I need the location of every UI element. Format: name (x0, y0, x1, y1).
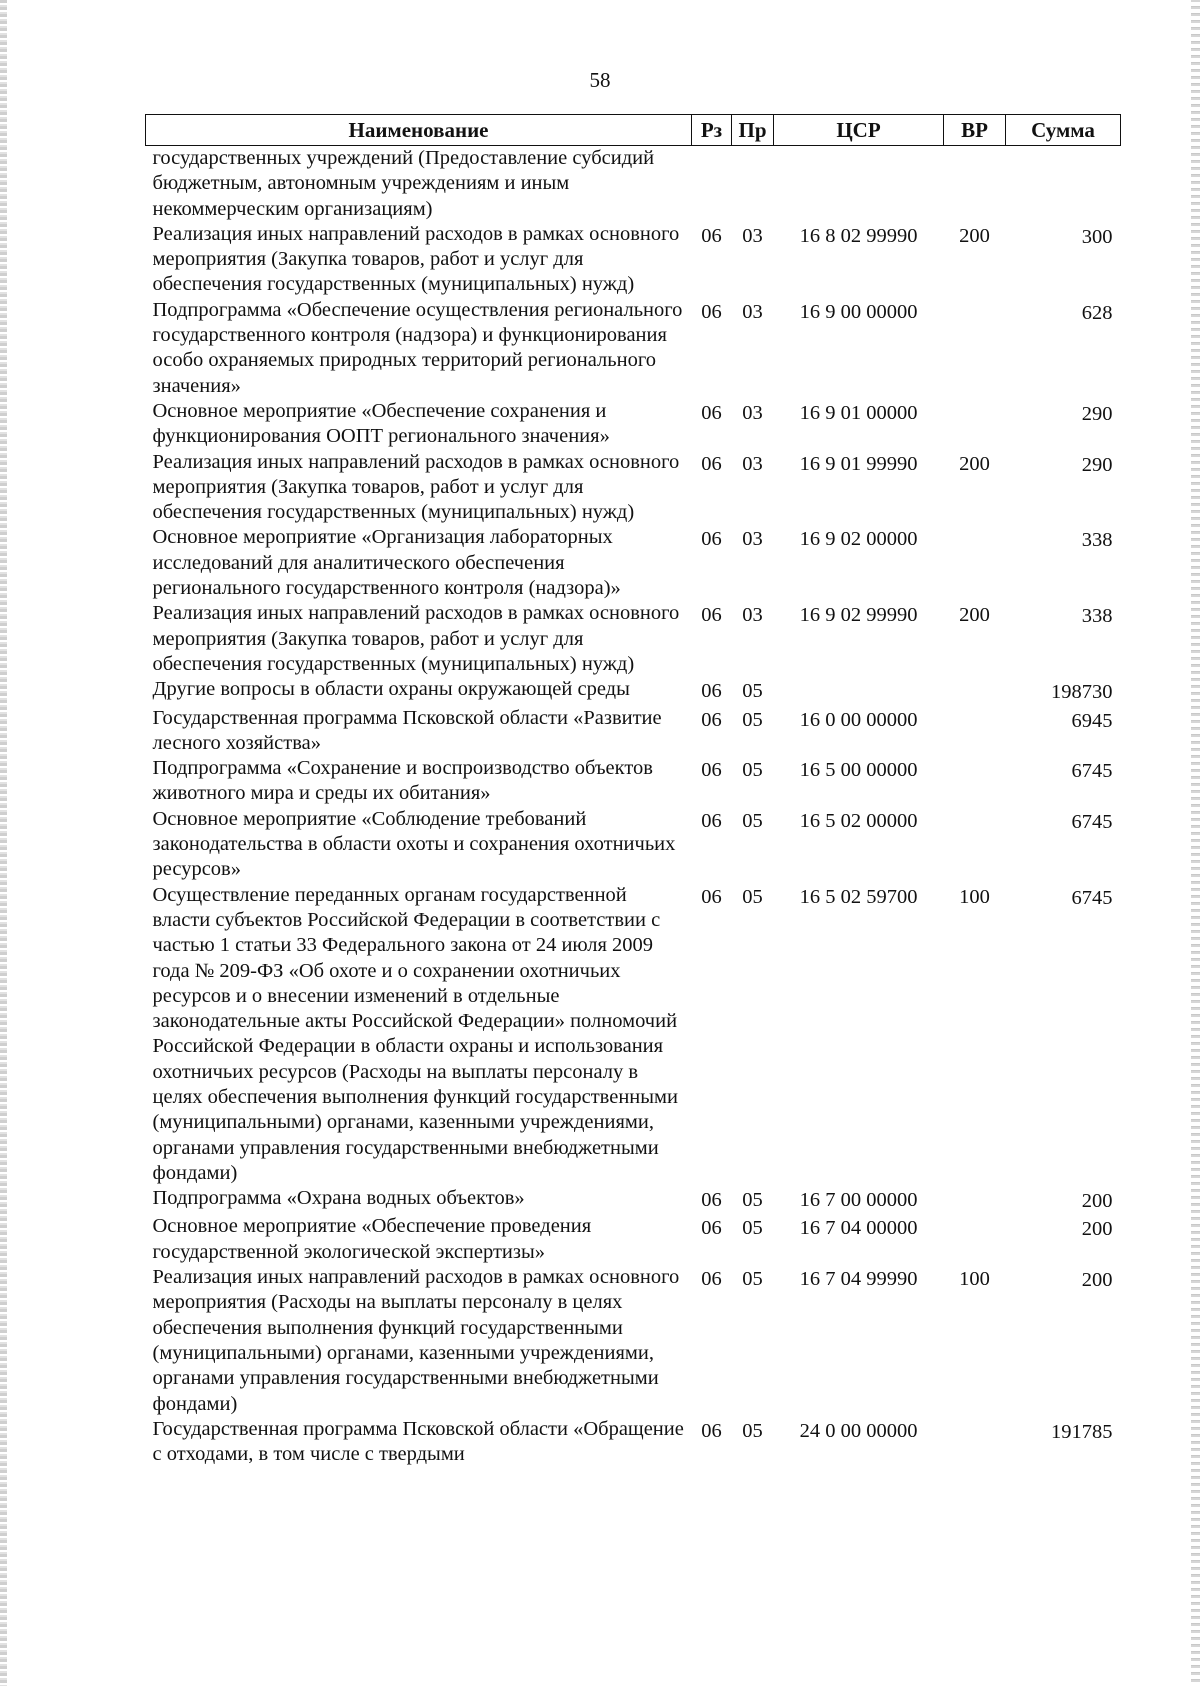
rz-cell: 06 (701, 759, 722, 782)
table-row (146, 525, 1121, 601)
table-row (146, 222, 1121, 298)
table-row (146, 1417, 1121, 1468)
vr-cell (944, 807, 1006, 883)
table-row (146, 807, 1121, 883)
table-header-row (146, 115, 1121, 146)
rz-cell: 06 (701, 452, 722, 475)
name-cell: государственных учреждений (Предоставление субсидий бюджетным, автономным учреждениям и иным некоммерческим организациям) (152, 147, 655, 220)
csr-cell: 16 9 02 00000 (799, 528, 918, 551)
page-number: 58 (589, 68, 611, 92)
header-vr: ВР (944, 115, 1006, 146)
rz-cell: 06 (701, 809, 722, 832)
sum-cell: 338 (1081, 529, 1113, 552)
budget-table (145, 114, 1121, 1467)
name-cell: Основное мероприятие «Обеспечение сохранения и функционирования ООПТ регионального значения» (152, 399, 610, 448)
sum-cell: 198730 (1051, 681, 1113, 704)
rz-cell: 06 (701, 1189, 722, 1212)
sum-cell: 628 (1081, 301, 1113, 324)
table-row (146, 677, 1121, 705)
vr-cell (944, 298, 1006, 399)
rz-cell: 06 (701, 224, 722, 247)
pr-cell: 05 (742, 809, 763, 832)
rz-cell: 06 (701, 300, 722, 323)
sum-cell: 200 (1081, 1218, 1113, 1241)
vr-cell: 200 (959, 604, 990, 627)
header-pr: Пр (732, 115, 774, 146)
pr-cell: 05 (742, 1419, 763, 1442)
sum-cell: 191785 (1051, 1420, 1113, 1443)
name-cell: Основное мероприятие «Организация лабораторных исследований для аналитического обеспечения регионального государственного контроля (надзора)» (152, 526, 621, 600)
csr-cell: 16 8 02 99990 (799, 224, 918, 247)
sum-cell: 6945 (1071, 709, 1113, 732)
table-row (146, 756, 1121, 807)
table-row (146, 1186, 1121, 1214)
pr-cell: 03 (742, 401, 763, 424)
csr-cell: 16 9 02 99990 (799, 604, 918, 627)
vr-cell: 100 (959, 885, 990, 908)
rz-cell: 06 (701, 401, 722, 424)
vr-cell: 200 (959, 452, 990, 475)
name-cell: Государственная программа Псковской области «Развитие лесного хозяйства» (152, 706, 662, 754)
rz-cell: 06 (701, 528, 722, 551)
csr-cell: 16 7 00 00000 (799, 1189, 918, 1212)
vr-cell (944, 677, 1006, 705)
pr-cell: 03 (742, 604, 763, 627)
table-body (146, 146, 1121, 1468)
csr-cell: 24 0 00 00000 (799, 1419, 918, 1442)
csr-cell: 16 0 00 00000 (799, 708, 918, 731)
vr-cell (944, 706, 1006, 757)
vr-cell: 100 (959, 1268, 990, 1291)
header-name: Наименование (146, 115, 692, 146)
sum-cell: 6745 (1071, 886, 1113, 909)
name-cell: Основное мероприятие «Соблюдение требований законодательства в области охоты и сохранения охотничьих ресурсов» (152, 807, 676, 881)
name-cell: Другие вопросы в области охраны окружающей среды (152, 678, 630, 701)
table-row (146, 601, 1121, 677)
name-cell: Реализация иных направлений расходов в рамках основного мероприятия (Закупка товаров, работ и услуг для обеспечения государственных (муниципальных) нужд) (152, 602, 680, 675)
sum-cell: 338 (1081, 605, 1113, 628)
sum-cell: 290 (1081, 402, 1113, 425)
sum-cell: 300 (1081, 225, 1113, 248)
table-row (146, 146, 1121, 222)
table-row (146, 1265, 1121, 1417)
sum-cell: 200 (1081, 1190, 1113, 1213)
rz-cell: 06 (701, 680, 722, 703)
header-rz: Рз (692, 115, 732, 146)
csr-cell: 16 7 04 99990 (799, 1268, 918, 1291)
csr-cell: 16 9 01 00000 (799, 401, 918, 424)
name-cell: Подпрограмма «Обеспечение осуществления регионального государственного контроля (надзора) и функционирования особо охраняемых природных территорий регионального значения» (152, 298, 683, 397)
vr-cell (944, 146, 1006, 222)
csr-cell: 16 5 02 00000 (799, 809, 918, 832)
pr-cell (732, 146, 774, 222)
name-cell: Подпрограмма «Сохранение и воспроизводство объектов животного мира и среды их обитания» (152, 757, 653, 805)
name-cell: Осуществление переданных органам государственной власти субъектов Российской Федерации в соответствии с частью 1 статьи 33 Федерального закона от 24 июля 2009 года № 209-ФЗ «Об охоте и о сохранении охотничьих ресурсов и о внесении изменений в отдельные законодательные акты Российской Федерации» полномочий Российской Федерации в области охраны и использования охотничьих ресурсов (Расходы на выплаты персоналу в целях обеспечения выполнения функций государственными (муниципальными) органами, казенными учреждениями, органами управления государственными внебюджетными фондами) (152, 883, 678, 1184)
table-row (146, 450, 1121, 526)
vr-cell: 200 (959, 224, 990, 247)
pr-cell: 05 (742, 1217, 763, 1240)
table-row (146, 399, 1121, 450)
rz-cell: 06 (701, 1419, 722, 1442)
table-row (146, 1214, 1121, 1265)
name-cell: Реализация иных направлений расходов в рамках основного мероприятия (Закупка товаров, работ и услуг для обеспечения государственных (муниципальных) нужд) (152, 450, 680, 524)
table-row (146, 706, 1121, 757)
rz-cell: 06 (701, 604, 722, 627)
pr-cell: 05 (742, 885, 763, 908)
scan-edge-left (0, 0, 7, 1686)
table-row (146, 883, 1121, 1187)
sum-cell: 6745 (1071, 760, 1113, 783)
vr-cell (944, 399, 1006, 450)
csr-cell: 16 7 04 00000 (799, 1217, 918, 1240)
pr-cell: 05 (742, 1268, 763, 1291)
pr-cell: 05 (742, 708, 763, 731)
csr-cell: 16 9 01 99990 (799, 452, 918, 475)
pr-cell: 05 (742, 680, 763, 703)
rz-cell: 06 (701, 708, 722, 731)
rz-cell: 06 (701, 885, 722, 908)
csr-cell (774, 677, 944, 705)
sum-cell: 290 (1081, 453, 1113, 476)
csr-cell: 16 5 02 59700 (799, 885, 918, 908)
pr-cell: 03 (742, 528, 763, 551)
vr-cell (944, 525, 1006, 601)
header-csr: ЦСР (774, 115, 944, 146)
sum-cell: 200 (1081, 1269, 1113, 1292)
sum-cell (1006, 146, 1121, 222)
table-row (146, 298, 1121, 399)
vr-cell (944, 1214, 1006, 1265)
name-cell: Государственная программа Псковской области «Обращение с отходами, в том числе с твердыми (152, 1417, 684, 1466)
name-cell: Основное мероприятие «Обеспечение проведения государственной экологической экспертизы» (152, 1215, 592, 1263)
rz-cell (692, 146, 732, 222)
csr-cell: 16 9 00 00000 (799, 300, 918, 323)
pr-cell: 05 (742, 1189, 763, 1212)
name-cell: Реализация иных направлений расходов в рамках основного мероприятия (Закупка товаров, работ и услуг для обеспечения государственных (муниципальных) нужд) (152, 222, 680, 296)
name-cell: Реализация иных направлений расходов в рамках основного мероприятия (Расходы на выплаты персоналу в целях обеспечения выполнения функций государственными (муниципальными) органами, казенными учреждениями, органами управления государственными внебюджетными фондами) (152, 1266, 680, 1415)
sum-cell: 6745 (1071, 810, 1113, 833)
header-sum: Сумма (1006, 115, 1121, 146)
rz-cell: 06 (701, 1217, 722, 1240)
rz-cell: 06 (701, 1268, 722, 1291)
csr-cell: 16 5 00 00000 (799, 759, 918, 782)
csr-cell (774, 146, 944, 222)
vr-cell (944, 1186, 1006, 1214)
pr-cell: 03 (742, 224, 763, 247)
pr-cell: 03 (742, 300, 763, 323)
scan-edge-right (1191, 0, 1200, 1686)
table-header (146, 115, 1121, 146)
vr-cell (944, 1417, 1006, 1468)
vr-cell (944, 756, 1006, 807)
name-cell: Подпрограмма «Охрана водных объектов» (152, 1187, 525, 1210)
pr-cell: 03 (742, 452, 763, 475)
pr-cell: 05 (742, 759, 763, 782)
